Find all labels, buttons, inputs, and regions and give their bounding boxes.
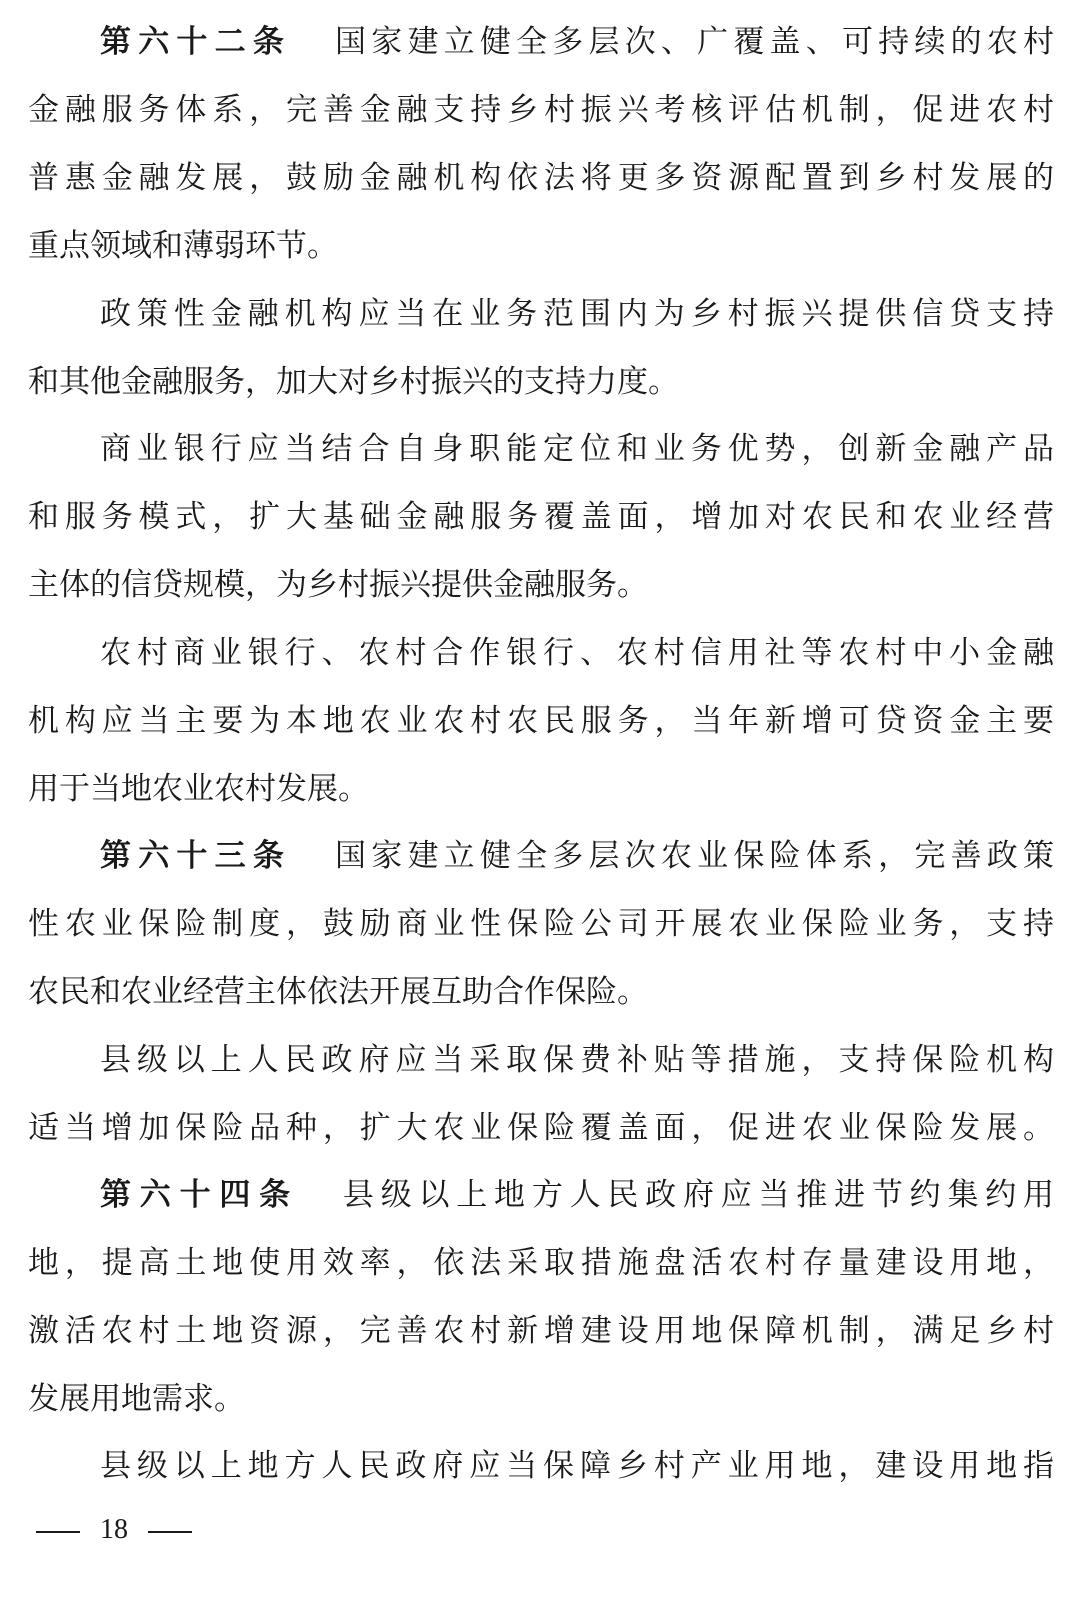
article-64-para2-line-1: 县级以上地方人民政府应当保障乡村产业用地，建设用地指	[100, 1448, 1054, 1484]
article-62-para2-line-2: 和其他金融服务，加大对乡村振兴的支持力度。	[28, 364, 679, 400]
article-64-line-3: 激活农村土地资源，完善农村新增建设用地保障机制，满足乡村	[28, 1313, 1054, 1349]
article-64-line-4: 发展用地需求。	[28, 1381, 245, 1417]
article-62-para3-line-2: 和服务模式，扩大基础金融服务覆盖面，增加对农民和农业经营	[28, 499, 1054, 535]
article-62-para4-line-3: 用于当地农业农村发展。	[28, 771, 369, 807]
article-62-line-4: 重点领域和薄弱环节。	[28, 228, 338, 264]
page-number	[36, 1508, 192, 1552]
article-63-line-1	[100, 822, 1054, 890]
left-dash-decoration	[36, 1531, 80, 1533]
article-62-number: 第六十二条	[100, 24, 292, 60]
article-62-para3-line-1: 商业银行应当结合自身职能定位和业务优势，创新金融产品	[100, 431, 1054, 467]
page-number-value: 18	[100, 1514, 128, 1545]
article-62-line-1	[100, 8, 1054, 76]
article-62-line-2: 金融服务体系，完善金融支持乡村振兴考核评估机制，促进农村	[28, 92, 1054, 128]
article-62-para4-line-2: 机构应当主要为本地农业农村农民服务，当年新增可贷资金主要	[28, 703, 1054, 739]
article-64-text-1: 县级以上地方人民政府应当推进节约集约用	[342, 1177, 1054, 1213]
article-63-text-1: 国家建立健全多层次农业保险体系，完善政策	[335, 838, 1054, 874]
article-63-para2-line-1: 县级以上人民政府应当采取保费补贴等措施，支持保险机构	[100, 1042, 1054, 1078]
article-62-para2-line-1: 政策性金融机构应当在业务范围内为乡村振兴提供信贷支持	[100, 296, 1054, 332]
article-62-line-3: 普惠金融发展，鼓励金融机构依法将更多资源配置到乡村发展的	[28, 160, 1054, 196]
article-64-line-1	[100, 1161, 1054, 1229]
article-63-number: 第六十三条	[100, 838, 292, 874]
article-64-number: 第六十四条	[100, 1177, 299, 1213]
article-63-line-2: 性农业保险制度，鼓励商业性保险公司开展农业保险业务，支持	[28, 906, 1054, 942]
article-62-para3-line-3: 主体的信贷规模，为乡村振兴提供金融服务。	[28, 567, 648, 603]
article-64-line-2: 地，提高土地使用效率，依法采取措施盘活农村存量建设用地，	[28, 1245, 1054, 1281]
article-62-para4-line-1: 农村商业银行、农村合作银行、农村信用社等农村中小金融	[100, 635, 1054, 671]
article-62-text-1: 国家建立健全多层次、广覆盖、可持续的农村	[335, 24, 1054, 60]
right-dash-decoration	[148, 1531, 192, 1533]
article-63-para2-line-2: 适当增加保险品种，扩大农业保险覆盖面，促进农业保险发展。	[28, 1110, 1054, 1146]
article-63-line-3: 农民和农业经营主体依法开展互助合作保险。	[28, 974, 648, 1010]
